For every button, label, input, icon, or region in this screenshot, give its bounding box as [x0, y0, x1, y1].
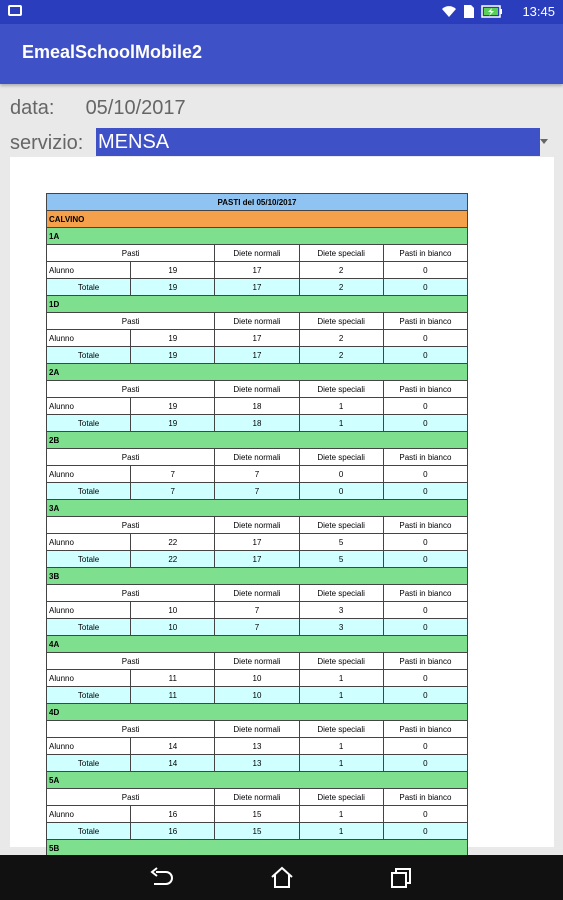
- alunno-label: Alunno: [47, 330, 131, 347]
- alunno-value: 13: [215, 738, 299, 755]
- totale-value: 22: [131, 551, 215, 568]
- alunno-row: [47, 262, 468, 279]
- alunno-value: 3: [299, 602, 383, 619]
- totale-value: 7: [215, 619, 299, 636]
- totale-row: [47, 483, 468, 500]
- totale-label: Totale: [47, 483, 131, 500]
- class-row: [47, 296, 468, 313]
- alunno-value: 0: [383, 534, 467, 551]
- alunno-value: 2: [299, 262, 383, 279]
- header-cell: Diete normali: [215, 789, 299, 806]
- date-row: [10, 97, 186, 120]
- header-pasti: Pasti: [47, 245, 215, 262]
- header-cell: Diete normali: [215, 721, 299, 738]
- header-pasti: Pasti: [47, 517, 215, 534]
- totale-row: [47, 415, 468, 432]
- class-name: 2B: [47, 432, 468, 449]
- header-cell: Diete speciali: [299, 245, 383, 262]
- class-row: [47, 704, 468, 721]
- alunno-value: 14: [131, 738, 215, 755]
- header-row: [47, 789, 468, 806]
- totale-row: [47, 823, 468, 840]
- alunno-value: 10: [215, 670, 299, 687]
- header-pasti: Pasti: [47, 313, 215, 330]
- alunno-value: 0: [299, 466, 383, 483]
- alunno-value: 1: [299, 670, 383, 687]
- header-row: [47, 245, 468, 262]
- header-cell: Diete normali: [215, 653, 299, 670]
- totale-value: 0: [383, 551, 467, 568]
- totale-value: 0: [383, 279, 467, 296]
- totale-value: 19: [131, 415, 215, 432]
- header-pasti: Pasti: [47, 721, 215, 738]
- totale-value: 1: [299, 687, 383, 704]
- report-title-row: [47, 194, 468, 211]
- totale-value: 7: [215, 483, 299, 500]
- alunno-value: 17: [215, 262, 299, 279]
- alunno-value: 7: [215, 602, 299, 619]
- totale-label: Totale: [47, 279, 131, 296]
- totale-value: 10: [131, 619, 215, 636]
- totale-value: 0: [299, 483, 383, 500]
- alunno-label: Alunno: [47, 806, 131, 823]
- header-cell: Diete normali: [215, 585, 299, 602]
- alunno-value: 16: [131, 806, 215, 823]
- header-pasti: Pasti: [47, 585, 215, 602]
- totale-value: 1: [299, 755, 383, 772]
- totale-value: 3: [299, 619, 383, 636]
- class-row: [47, 432, 468, 449]
- alunno-label: Alunno: [47, 602, 131, 619]
- alunno-value: 22: [131, 534, 215, 551]
- alunno-value: 15: [215, 806, 299, 823]
- alunno-row: [47, 602, 468, 619]
- alunno-value: 0: [383, 262, 467, 279]
- alunno-value: 0: [383, 806, 467, 823]
- alunno-label: Alunno: [47, 738, 131, 755]
- header-cell: Diete normali: [215, 245, 299, 262]
- class-row: [47, 636, 468, 653]
- totale-row: [47, 687, 468, 704]
- totale-value: 18: [215, 415, 299, 432]
- alunno-label: Alunno: [47, 670, 131, 687]
- header-row: [47, 517, 468, 534]
- header-cell: Diete speciali: [299, 313, 383, 330]
- alunno-row: [47, 806, 468, 823]
- status-bar: [0, 0, 563, 24]
- class-name: 2A: [47, 364, 468, 381]
- alunno-label: Alunno: [47, 398, 131, 415]
- totale-row: [47, 551, 468, 568]
- alunno-row: [47, 738, 468, 755]
- totale-value: 0: [383, 347, 467, 364]
- report-title: PASTI del 05/10/2017: [47, 194, 468, 211]
- totale-value: 17: [215, 347, 299, 364]
- header-cell: Pasti in bianco: [383, 653, 467, 670]
- totale-row: [47, 347, 468, 364]
- class-name: 4D: [47, 704, 468, 721]
- header-cell: Pasti in bianco: [383, 585, 467, 602]
- alunno-value: 1: [299, 738, 383, 755]
- header-cell: Pasti in bianco: [383, 313, 467, 330]
- header-cell: Diete speciali: [299, 721, 383, 738]
- header-cell: Diete normali: [215, 517, 299, 534]
- header-row: [47, 449, 468, 466]
- report-view[interactable]: [10, 157, 554, 853]
- class-name: 5A: [47, 772, 468, 789]
- wifi-icon: [441, 5, 457, 19]
- class-row: [47, 840, 468, 857]
- app-title: EmealSchoolMobile2: [22, 42, 203, 62]
- alunno-value: 18: [215, 398, 299, 415]
- totale-value: 0: [383, 415, 467, 432]
- header-cell: Diete normali: [215, 313, 299, 330]
- alunno-value: 17: [215, 534, 299, 551]
- alunno-row: [47, 398, 468, 415]
- class-name: 3A: [47, 500, 468, 517]
- header-cell: Pasti in bianco: [383, 381, 467, 398]
- alunno-value: 0: [383, 670, 467, 687]
- totale-value: 16: [131, 823, 215, 840]
- alunno-value: 0: [383, 466, 467, 483]
- alunno-value: 5: [299, 534, 383, 551]
- home-icon[interactable]: [269, 865, 295, 891]
- class-name: 1D: [47, 296, 468, 313]
- totale-value: 17: [215, 279, 299, 296]
- dropdown-arrow-icon[interactable]: [540, 139, 548, 144]
- status-icons: [441, 4, 503, 19]
- totale-value: 10: [215, 687, 299, 704]
- header-cell: Pasti in bianco: [383, 245, 467, 262]
- totale-value: 15: [215, 823, 299, 840]
- totale-label: Totale: [47, 687, 131, 704]
- totale-value: 7: [131, 483, 215, 500]
- alunno-row: [47, 670, 468, 687]
- alunno-value: 7: [131, 466, 215, 483]
- alunno-value: 2: [299, 330, 383, 347]
- navigation-bar: [0, 855, 563, 900]
- class-row: [47, 772, 468, 789]
- header-row: [47, 653, 468, 670]
- date-label: data:: [10, 97, 55, 119]
- header-pasti: Pasti: [47, 449, 215, 466]
- alunno-value: 19: [131, 262, 215, 279]
- alunno-value: 0: [383, 330, 467, 347]
- header-cell: Diete speciali: [299, 449, 383, 466]
- alunno-row: [47, 466, 468, 483]
- totale-value: 0: [383, 823, 467, 840]
- class-name: 4A: [47, 636, 468, 653]
- app-bar: [0, 24, 563, 84]
- totale-value: 2: [299, 347, 383, 364]
- header-cell: Diete speciali: [299, 653, 383, 670]
- class-row: [47, 228, 468, 245]
- alunno-value: 0: [383, 738, 467, 755]
- totale-value: 1: [299, 823, 383, 840]
- school-name: CALVINO: [47, 211, 468, 228]
- alunno-row: [47, 330, 468, 347]
- screenshot-icon: [8, 5, 22, 16]
- report-table: [46, 193, 468, 857]
- totale-value: 17: [215, 551, 299, 568]
- school-row: [47, 211, 468, 228]
- class-name: 3B: [47, 568, 468, 585]
- totale-value: 19: [131, 279, 215, 296]
- sim-icon: [463, 4, 475, 19]
- totale-row: [47, 279, 468, 296]
- alunno-value: 10: [131, 602, 215, 619]
- totale-row: [47, 755, 468, 772]
- header-cell: Pasti in bianco: [383, 721, 467, 738]
- totale-label: Totale: [47, 347, 131, 364]
- alunno-label: Alunno: [47, 534, 131, 551]
- totale-label: Totale: [47, 619, 131, 636]
- service-select[interactable]: MENSA: [96, 128, 540, 156]
- date-value[interactable]: 05/10/2017: [85, 97, 186, 119]
- totale-value: 0: [383, 755, 467, 772]
- alunno-value: 1: [299, 806, 383, 823]
- totale-label: Totale: [47, 755, 131, 772]
- alunno-value: 19: [131, 398, 215, 415]
- alunno-value: 17: [215, 330, 299, 347]
- totale-value: 0: [383, 687, 467, 704]
- header-cell: Diete speciali: [299, 585, 383, 602]
- totale-value: 5: [299, 551, 383, 568]
- service-label: servizio:: [10, 132, 84, 154]
- totale-value: 11: [131, 687, 215, 704]
- header-cell: Diete normali: [215, 449, 299, 466]
- header-pasti: Pasti: [47, 381, 215, 398]
- totale-label: Totale: [47, 415, 131, 432]
- header-row: [47, 585, 468, 602]
- class-row: [47, 364, 468, 381]
- header-row: [47, 721, 468, 738]
- class-name: 5B: [47, 840, 468, 857]
- alunno-label: Alunno: [47, 466, 131, 483]
- header-cell: Pasti in bianco: [383, 789, 467, 806]
- totale-label: Totale: [47, 551, 131, 568]
- totale-value: 14: [131, 755, 215, 772]
- totale-value: 19: [131, 347, 215, 364]
- class-row: [47, 500, 468, 517]
- class-row: [47, 568, 468, 585]
- alunno-value: 0: [383, 398, 467, 415]
- totale-value: 2: [299, 279, 383, 296]
- header-cell: Diete speciali: [299, 517, 383, 534]
- header-row: [47, 313, 468, 330]
- header-cell: Pasti in bianco: [383, 517, 467, 534]
- recents-icon[interactable]: [388, 865, 414, 891]
- alunno-row: [47, 534, 468, 551]
- header-pasti: Pasti: [47, 653, 215, 670]
- alunno-value: 7: [215, 466, 299, 483]
- totale-row: [47, 619, 468, 636]
- totale-value: 13: [215, 755, 299, 772]
- back-icon[interactable]: [148, 865, 174, 891]
- totale-value: 0: [383, 483, 467, 500]
- status-time: 13:45: [522, 4, 555, 19]
- totale-value: 0: [383, 619, 467, 636]
- header-cell: Pasti in bianco: [383, 449, 467, 466]
- battery-charging-icon: [481, 5, 503, 18]
- header-pasti: Pasti: [47, 789, 215, 806]
- alunno-value: 1: [299, 398, 383, 415]
- alunno-value: 11: [131, 670, 215, 687]
- alunno-value: 19: [131, 330, 215, 347]
- header-row: [47, 381, 468, 398]
- header-cell: Diete speciali: [299, 381, 383, 398]
- totale-label: Totale: [47, 823, 131, 840]
- alunno-value: 0: [383, 602, 467, 619]
- class-name: 1A: [47, 228, 468, 245]
- alunno-label: Alunno: [47, 262, 131, 279]
- totale-value: 1: [299, 415, 383, 432]
- header-cell: Diete speciali: [299, 789, 383, 806]
- header-cell: Diete normali: [215, 381, 299, 398]
